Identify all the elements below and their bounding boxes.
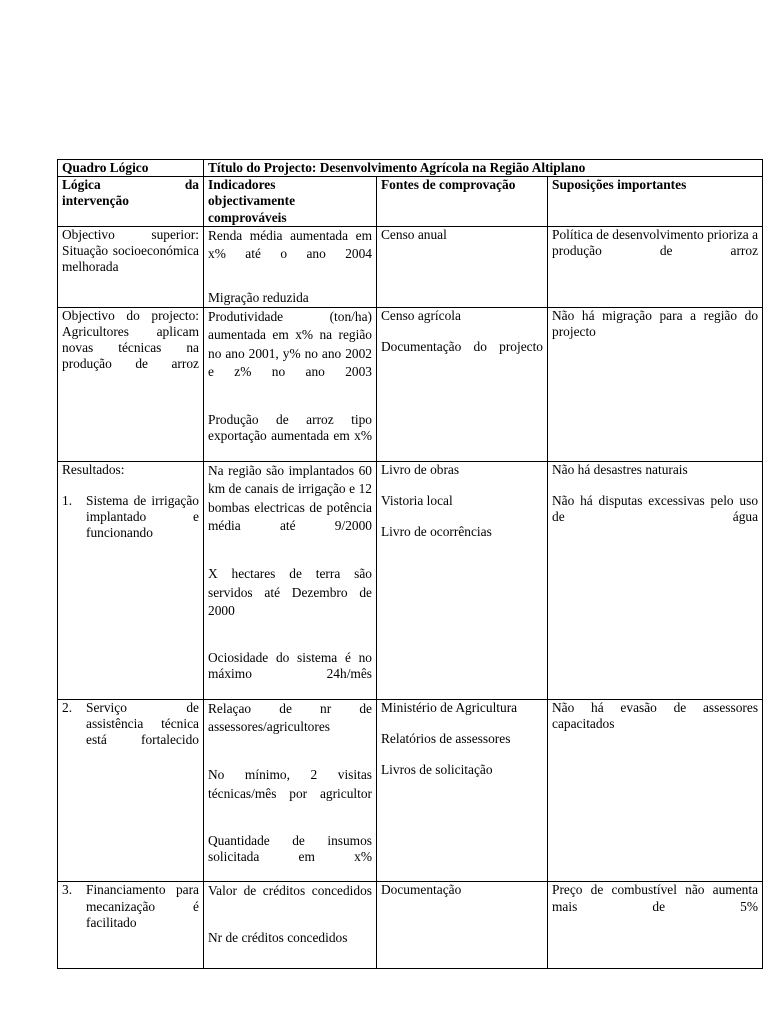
header-project-title: Título do Projecto: Desenvolvimento Agrícola na Região Altiplano: [204, 160, 763, 177]
col-header-logica-word2: da: [184, 177, 199, 193]
indicator-renda: Renda média aumentada em x% até o ano 2004: [208, 227, 372, 262]
table-row-objectivo-superior: [58, 226, 763, 307]
source-censo-agricola: Censo agrícola: [381, 307, 461, 323]
resultado-3-number: 3.: [62, 882, 73, 898]
col-header-indicadores-line1: Indicadores: [208, 177, 276, 193]
logic-resultado-3: [58, 882, 204, 969]
col-header-logica: [58, 177, 204, 227]
source-documentacao: Documentação: [377, 882, 548, 969]
indicator-nr-creditos: Nr de créditos concedidos: [208, 930, 348, 946]
col-header-logica-word1: Lógica: [62, 177, 101, 193]
sources-resultado-1: [377, 461, 548, 699]
indicators-resultado-1: [204, 461, 377, 699]
table-row-objectivo-projecto: [58, 307, 763, 461]
col-header-logica-word3: intervenção: [62, 193, 129, 209]
table-row-resultado-2: [58, 699, 763, 882]
logic-objectivo-projecto: Objectivo do projecto: Agricultores aplicam novas técnicas na produção de arroz: [58, 307, 204, 461]
indicator-ociosidade: Ociosidade do sistema é no máximo 24h/mês: [208, 650, 372, 682]
source-relatorios: Relatórios de assessores: [381, 730, 511, 746]
indicators-objectivo-projecto: [204, 307, 377, 461]
logic-resultado-2: [58, 699, 204, 882]
table-row-resultado-3: [58, 882, 763, 969]
col-header-indicadores-line2: objectivamente: [208, 193, 296, 209]
resultado-3-text: Financiamento para mecanização é facilitado: [86, 882, 199, 930]
indicator-valor-creditos: Valor de créditos concedidos: [208, 883, 372, 899]
source-livro-obras: Livro de obras: [381, 461, 460, 477]
assumption-migracao: Não há migração para a região do projecto: [548, 307, 763, 461]
assumption-evasao: Não há evasão de assessores capacitados: [548, 699, 763, 882]
indicator-migracao: Migração reduzida: [208, 290, 309, 306]
col-header-suposicoes: Suposições importantes: [548, 177, 763, 227]
source-livros-solicitacao: Livros de solicitação: [381, 762, 493, 778]
indicator-canais: Na região são implantados 60 km de canais de irrigação e 12 bombas electricas de potência média até 9/2000: [208, 462, 372, 534]
indicators-resultado-3: [204, 882, 377, 969]
sources-objectivo-projecto: [377, 307, 548, 461]
resultado-1-text: Sistema de irrigação implantado e funcionando: [86, 492, 199, 541]
indicators-objectivo-superior: [204, 226, 377, 307]
assumptions-resultado-1: [548, 461, 763, 699]
resultados-label: Resultados:: [62, 461, 125, 477]
resultado-1-item: [62, 493, 199, 558]
source-vistoria: Vistoria local: [381, 492, 453, 508]
logic-objectivo-superior: Objectivo superior: Situação socioeconómica melhorada: [58, 226, 204, 307]
indicator-insumos: Quantidade de insumos solicitada em x%: [208, 832, 372, 864]
source-censo-anual: Censo anual: [377, 226, 548, 307]
col-header-fontes: Fontes de comprovação: [377, 177, 548, 227]
source-livro-ocorrencias: Livro de ocorrências: [381, 524, 492, 540]
resultado-2-item: [62, 700, 199, 765]
source-ministerio: Ministério de Agricultura: [381, 699, 518, 715]
col-header-indicadores: [204, 177, 377, 227]
assumption-desastres: Não há desastres naturais: [552, 461, 688, 477]
logic-resultado-1: [58, 461, 204, 699]
col-header-indicadores-line3: comprováveis: [208, 209, 287, 225]
table-header-row: [58, 160, 763, 177]
indicator-exportacao: Produção de arroz tipo exportação aumentada em x%: [208, 412, 372, 444]
sources-resultado-2: [377, 699, 548, 882]
indicator-assessores: Relaçao de nr de assessores/agricultores: [208, 700, 372, 735]
indicator-hectares: X hectares de terra são servidos até Dezembro de 2000: [208, 566, 372, 619]
assumption-combustivel: Preço de combustível não aumenta mais de 5%: [548, 882, 763, 969]
table-row-resultado-1: [58, 461, 763, 699]
resultado-2-number: 2.: [62, 699, 73, 715]
header-quadro-logico: Quadro Lógico: [58, 160, 204, 177]
indicator-visitas: No mínimo, 2 visitas técnicas/mês por agricultor: [208, 767, 372, 801]
indicators-resultado-2: [204, 699, 377, 882]
assumption-politica: Política de desenvolvimento prioriza a produção de arroz: [548, 226, 763, 307]
column-header-row: [58, 177, 763, 227]
resultado-3-item: [62, 882, 199, 947]
source-documentacao-projecto: Documentação do projecto: [381, 338, 543, 354]
assumption-disputas: Não há disputas excessivas pelo uso de água: [552, 492, 759, 525]
resultado-2-text: Serviço de assistência técnica está fortalecido: [86, 699, 199, 748]
logical-framework-table: [57, 159, 763, 969]
resultado-1-number: 1.: [62, 492, 73, 508]
indicator-produtividade: Produtividade (ton/ha) aumentada em x% na região no ano 2001, y% no ano 2002 e z% no ano 2003: [208, 308, 372, 380]
